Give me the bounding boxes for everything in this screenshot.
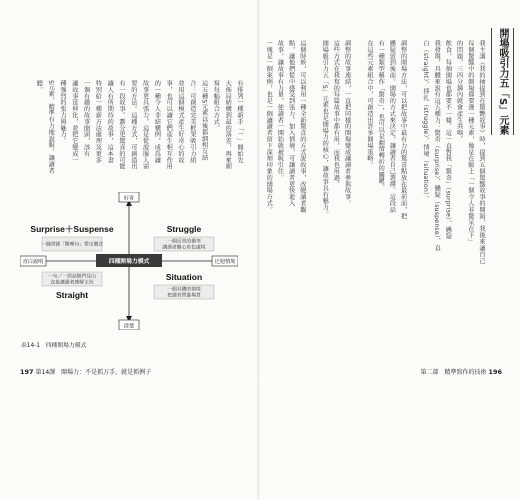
text-column: 合：可創造完美框架吸引力組: [188, 80, 196, 164]
section-title: 開場吸引力五「S」元素: [491, 28, 514, 135]
text-column: 種強烈的張力與魅力。: [59, 80, 66, 144]
text-column: 這個時候，可以利用一種全新驚喜的方式說故事，改變讀者觀: [298, 40, 306, 213]
quadrant-struggle: [154, 224, 214, 251]
text-column: 故事，讓故事有力量，使讀者一開始就被吸引住。: [276, 40, 284, 181]
text-column: 點，讓他們從中感受到張力。加入情境，可讓讀者更快進入: [287, 40, 295, 207]
quadrant-note-line2: 讓讀者關心角色處境: [162, 245, 206, 251]
text-column: 的一種令人非結構例，成爲讓: [153, 80, 161, 164]
page-number: 196: [488, 368, 502, 376]
quadrant-note-line1: 一句／一段話開門見山: [48, 274, 96, 280]
text-column: 讓人有所期待的故事，這本書: [106, 80, 114, 164]
quadrant-title: Struggle: [166, 224, 202, 234]
text-column: 調整的開場方法，可以把故事中最有力的驚喜點放在最前面，把: [399, 40, 407, 220]
quadrant-note-line1: 一個具體的情境: [167, 287, 201, 293]
four-opening-modes-diagram: [20, 192, 238, 330]
text-column: 這些方式在我寫的每篇故事中都有用，而我也用過。: [332, 40, 340, 188]
text-column: 並用這個模式產生好奇心的故: [177, 80, 184, 164]
quadrant-note-line2: 直接讓讀者理解主旨: [50, 280, 94, 286]
quadrant-title: Surprise＋Suspense: [30, 224, 114, 234]
quadrant-note-line1: 一個反常的衝突: [167, 239, 201, 245]
quadrant-title: Straight: [55, 290, 89, 300]
running-head: 第二部 精準寫作的技術: [420, 369, 487, 376]
text-column: 我主講《我的抽提到在驚艷故事》時，提到五個驚豔故事的開頭，我後來讓自己: [478, 40, 485, 264]
text-column: 懸疑留到後面。開場的方式來決定，讓讀者自己選擇。這段話: [388, 40, 396, 213]
right-page: [260, 0, 520, 500]
bottom-axis-label: 清楚: [123, 323, 135, 330]
text-column: 特別給一種新方法處理及更多: [94, 80, 102, 164]
text-column: 有一段故事。劃分更驚喜的可能: [118, 80, 125, 170]
figure-caption: 表14-1 四種開場力模式: [21, 343, 87, 349]
text-column: 故事更具張力。這是從說服人需: [141, 80, 149, 170]
text-column: 5元素，精準有力地說服，讓讀者: [47, 80, 55, 174]
text-column: 我發現，具體來說有這五種力：驚奇（surprise）、懸疑（suspense）、直: [433, 40, 441, 251]
text-column: 讓故事延伸化，並把它變成一: [70, 80, 78, 164]
text-column: 有一種類型稱作「驚奇」，也可以是劇情轉折的關鍵。: [377, 40, 385, 191]
text-column: 每個驚豔中的開場都要選一種元素，像是在臉上「一個令人非驚呆在下」: [466, 40, 474, 245]
text-column: 這五種S元素以後都細相互結: [200, 80, 208, 161]
text-column: 寫每幅組合方式。: [212, 80, 220, 132]
left-page: [0, 0, 258, 500]
text-column: 有排列一種新手「一」開始先: [236, 80, 243, 164]
right-footer: [420, 367, 502, 376]
quadrant-note-line2: 把讀者帶進場景: [167, 293, 201, 299]
page-number: 197: [20, 368, 34, 376]
text-column: 要的方法。這種方式，可創造出: [129, 80, 137, 170]
running-head: 第14課 開場力：不是抓万手，就是抓例子: [35, 369, 152, 376]
left-footer: [20, 367, 151, 376]
text-column: 的問題，三四分鐘內就會產生共鳴。: [455, 40, 463, 143]
text-column: 開場吸引力五「S」元素也是開場力的核心，讓故事具有魅力。: [321, 40, 329, 217]
text-column: 飲食，每個開場也都要不一樣。這一直對我「驚奇」（surprise）、懸疑: [444, 40, 452, 240]
text-column: 一塊是一個案例，也是一個讓讀者留下深刻印象的開場方式。: [265, 40, 273, 213]
text-column: 事，也可以讓它們產生相互作用: [165, 80, 173, 170]
left-axis-label: 直白說明: [22, 259, 44, 266]
text-column: 白（straight）、掙扎（struggle）、情境（situation）。: [422, 40, 429, 202]
text-column: 在這些元素組合中，可創造出許多開場策略。: [366, 40, 373, 168]
text-column: 一個有趣的故事開頭，該有: [82, 80, 90, 157]
quadrant-straight: [42, 272, 102, 300]
right-axis-label: 迂迴情境: [214, 259, 236, 266]
quadrant-situation: [154, 272, 214, 299]
quadrant-title: Situation: [165, 272, 203, 282]
center-label: 四種開場力模式: [108, 259, 150, 265]
text-column: 大佈局結構到最的落差，再來細: [224, 80, 232, 170]
text-column: 調整的故事連結，一直把同樣的開場變成讓讀者參與故事，: [343, 40, 351, 207]
text-column: 聽。: [35, 80, 43, 93]
top-axis-label: 好奇: [123, 195, 135, 202]
quadrant-surprise-suspense: [30, 224, 113, 251]
quadrant-note: 一個問號「驚嘆句」帶出懸念: [40, 242, 104, 248]
